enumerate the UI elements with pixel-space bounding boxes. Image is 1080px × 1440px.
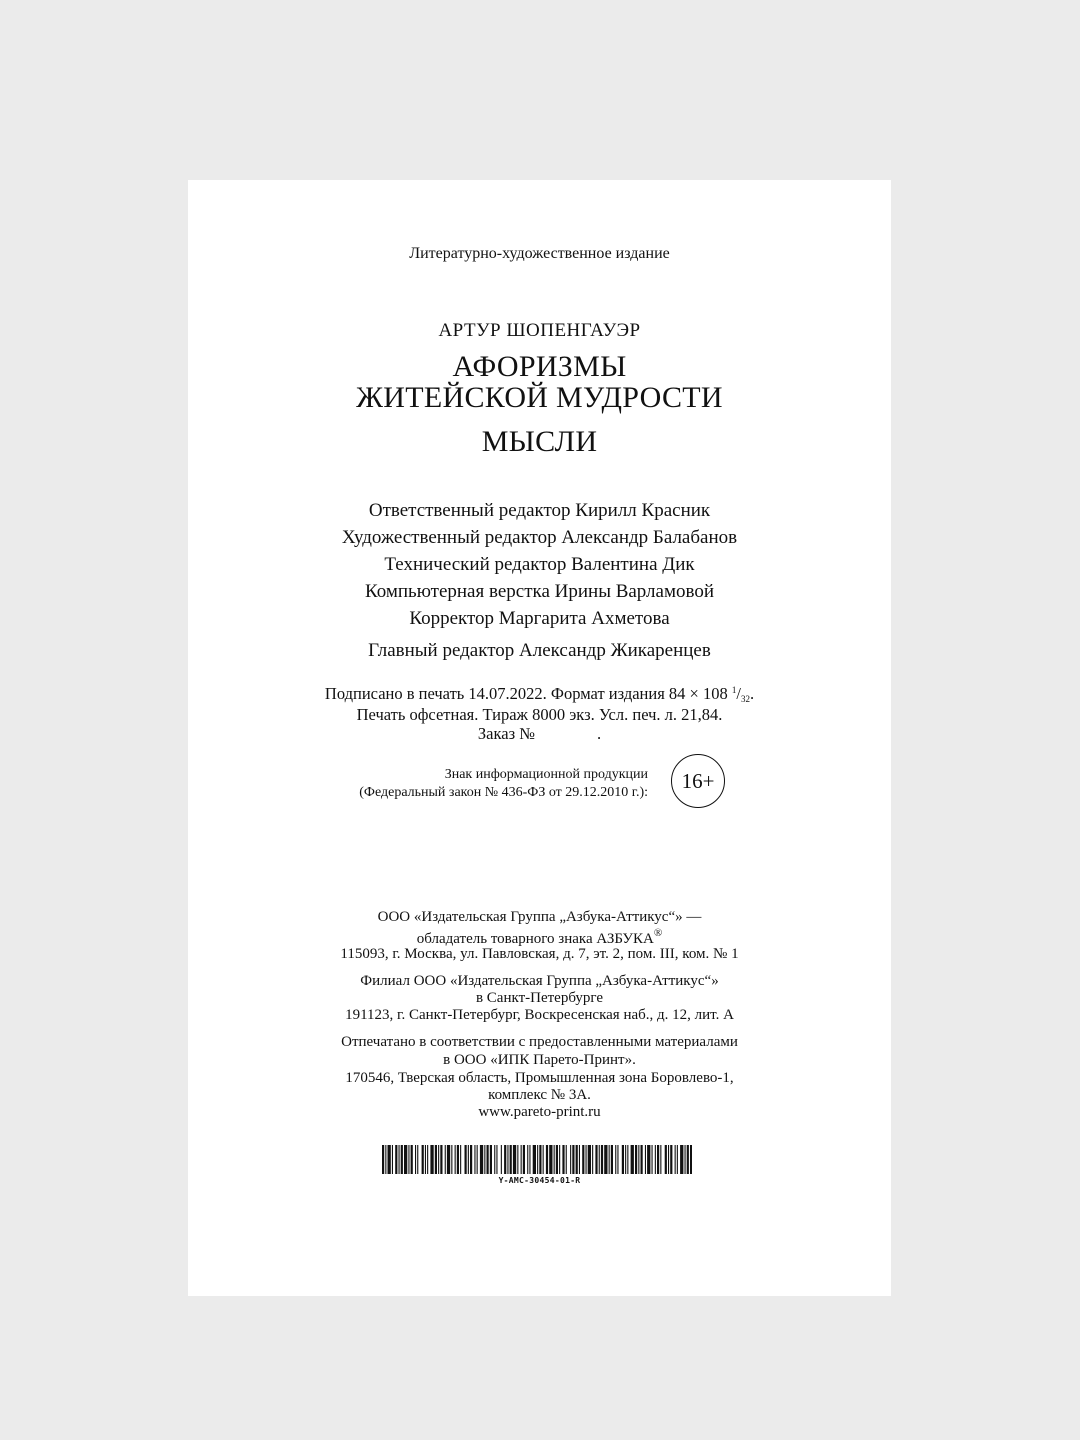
format-denominator: 32 xyxy=(740,694,750,704)
format-slash: / xyxy=(736,684,741,703)
barcode-bar xyxy=(468,1145,469,1174)
barcode-bar xyxy=(399,1145,400,1174)
barcode-bar xyxy=(382,1145,384,1174)
barcode-bar xyxy=(595,1145,597,1174)
barcode-bar xyxy=(670,1145,672,1174)
barcode-bar xyxy=(562,1145,564,1174)
barcode-bar xyxy=(496,1145,497,1174)
barcode-bar xyxy=(501,1145,502,1174)
barcode-bar xyxy=(430,1145,433,1174)
barcode-bar xyxy=(539,1145,541,1174)
barcode-bar xyxy=(455,1145,456,1174)
barcode-bar xyxy=(470,1145,472,1174)
barcode-bar xyxy=(652,1145,653,1174)
barcode-bar xyxy=(529,1145,530,1174)
barcode-bar xyxy=(504,1145,506,1174)
barcode-bar xyxy=(527,1145,528,1174)
barcode-bar xyxy=(665,1145,667,1174)
barcode-bar xyxy=(554,1145,555,1174)
printer-website: www.pareto-print.ru xyxy=(478,1104,601,1120)
barcode-bar xyxy=(521,1145,522,1174)
barcode-bar xyxy=(408,1145,409,1174)
barcode-bar xyxy=(579,1145,580,1174)
publisher-line-2 xyxy=(188,928,891,947)
author-name: АРТУР ШОПЕНГАУЭР xyxy=(438,320,641,341)
barcode-bar xyxy=(435,1145,437,1174)
branch-address-spb: 191123, г. Санкт-Петербург, Воскресенская наб., д. 12, лит. А xyxy=(345,1007,734,1023)
barcode-bar xyxy=(392,1145,393,1174)
trademark-owner: обладатель товарного знака АЗБУКА xyxy=(416,931,654,947)
barcode-bar xyxy=(447,1145,450,1174)
order-end: . xyxy=(596,724,602,743)
staff-layout: Компьютерная верстка Ирины Варламовой xyxy=(364,581,715,602)
barcode-bar xyxy=(599,1145,600,1174)
barcode-bar xyxy=(677,1145,678,1174)
barcode-bar xyxy=(533,1145,536,1174)
barcode-bar xyxy=(404,1145,407,1174)
barcode-bar xyxy=(641,1145,643,1174)
barcode-bar xyxy=(427,1145,428,1174)
print-order-line xyxy=(188,726,891,743)
order-label: Заказ № xyxy=(477,724,535,743)
book-title-line-2: ЖИТЕЙСКОЙ МУДРОСТИ xyxy=(356,381,723,414)
barcode-code: Y-AMC-30454-01-R xyxy=(498,1176,581,1185)
barcode-bar xyxy=(638,1145,639,1174)
barcode-bar xyxy=(480,1145,483,1174)
barcode-bar xyxy=(690,1145,692,1174)
barcode-bar xyxy=(617,1145,618,1174)
barcode-bar xyxy=(611,1145,613,1174)
info-mark-line-2: (Федеральный закон № 436-ФЗ от 29.12.2010 г.): xyxy=(359,785,648,800)
barcode-bar xyxy=(487,1145,489,1174)
barcode-bar xyxy=(622,1145,624,1174)
print-line1-end: . xyxy=(749,684,755,703)
staff-art-editor: Художественный редактор Александр Балабанов xyxy=(341,527,738,548)
barcode-bar xyxy=(517,1145,518,1174)
barcode-bar xyxy=(556,1145,558,1174)
info-product-mark xyxy=(348,766,648,802)
barcode-bar xyxy=(451,1145,452,1174)
barcode-bar xyxy=(507,1145,508,1174)
barcode-bar xyxy=(668,1145,669,1174)
barcode-bar xyxy=(457,1145,459,1174)
barcode-bar xyxy=(592,1145,593,1174)
barcode-bar xyxy=(576,1145,578,1174)
barcode-bar xyxy=(417,1145,418,1174)
barcode-bar xyxy=(609,1145,610,1174)
edition-type: Литературно-художественное издание xyxy=(409,245,670,262)
staff-chief-editor: Главный редактор Александр Жикаренцев xyxy=(368,640,711,661)
publisher-line-1: ООО «Издательская Группа „Азбука-Аттикус“» — xyxy=(377,909,702,925)
barcode-bar xyxy=(615,1145,616,1174)
barcode-bar xyxy=(675,1145,676,1174)
barcode-bar xyxy=(425,1145,426,1174)
barcode-bar xyxy=(685,1145,686,1174)
barcode-bar xyxy=(655,1145,656,1174)
staff-responsible-editor: Ответственный редактор Кирилл Красник xyxy=(368,500,711,521)
book-title-line-1: АФОРИЗМЫ xyxy=(452,350,627,383)
format-numerator: 1 xyxy=(731,685,737,695)
age-rating-badge: 16+ xyxy=(671,754,725,808)
barcode-bar xyxy=(566,1145,567,1174)
barcode-bar xyxy=(680,1145,683,1174)
barcode-bar xyxy=(401,1145,403,1174)
barcode-bar xyxy=(445,1145,446,1174)
book-title-line-3: МЫСЛИ xyxy=(481,425,598,458)
print-signed-format: Подписано в печать 14.07.2022. Формат издания 84 × 108 xyxy=(324,684,728,703)
barcode-bar xyxy=(543,1145,544,1174)
print-info-line-2: Печать офсетная. Тираж 8000 экз. Усл. печ. л. 21,84. xyxy=(356,705,723,724)
barcode-bar xyxy=(388,1145,391,1174)
barcode-bar xyxy=(440,1145,442,1174)
barcode-bar xyxy=(411,1145,413,1174)
branch-line-1: Филиал ООО «Издательская Группа „Азбука-Аттикус“» xyxy=(360,973,719,989)
document-page xyxy=(188,180,891,1296)
barcode-bar xyxy=(395,1145,397,1174)
barcode-bar xyxy=(657,1145,659,1174)
barcode-bar xyxy=(477,1145,478,1174)
barcode-bar xyxy=(438,1145,439,1174)
barcode-bar xyxy=(385,1145,386,1174)
barcode-bar xyxy=(635,1145,637,1174)
barcode-bar xyxy=(484,1145,485,1174)
barcode-bar xyxy=(559,1145,560,1174)
format-fraction xyxy=(732,684,750,703)
printer-address: 170546, Тверская область, Промышленная зона Боровлево-1, xyxy=(345,1070,734,1086)
barcode-bar xyxy=(601,1145,603,1174)
barcode-bar xyxy=(645,1145,646,1174)
barcode-bar xyxy=(687,1145,689,1174)
barcode-bar xyxy=(523,1145,525,1174)
barcode-bar xyxy=(415,1145,416,1174)
barcode-bar xyxy=(631,1145,634,1174)
barcode-bar xyxy=(510,1145,512,1174)
barcode-bar xyxy=(625,1145,626,1174)
printer-complex: комплекс № 3А. xyxy=(488,1087,591,1103)
barcode-bar xyxy=(572,1145,574,1174)
barcode-bar xyxy=(549,1145,552,1174)
branch-line-2: в Санкт-Петербурге xyxy=(475,990,604,1006)
barcode-bar xyxy=(422,1145,424,1174)
barcode-bar xyxy=(604,1145,607,1174)
barcode-bar xyxy=(588,1145,591,1174)
barcode-bar xyxy=(537,1145,538,1174)
barcode-bar xyxy=(586,1145,587,1174)
barcode-bar xyxy=(647,1145,650,1174)
barcode-bar xyxy=(465,1145,467,1174)
print-info-line-1 xyxy=(188,686,891,704)
barcode-bar xyxy=(460,1145,461,1174)
staff-proofreader: Корректор Маргарита Ахметова xyxy=(409,608,670,629)
staff-technical-editor: Технический редактор Валентина Дик xyxy=(384,554,695,575)
barcode-bar xyxy=(582,1145,584,1174)
barcode-icon xyxy=(382,1145,692,1174)
barcode-bar xyxy=(513,1145,516,1174)
printer-line-2: в ООО «ИПК Парето-Принт». xyxy=(443,1052,636,1068)
barcode-bar xyxy=(490,1145,492,1174)
barcode-bar xyxy=(474,1145,475,1174)
registered-mark: ® xyxy=(653,927,663,939)
barcode-bar xyxy=(494,1145,495,1174)
barcode-bar xyxy=(546,1145,548,1174)
info-mark-line-1: Знак информационной продукции xyxy=(444,767,648,782)
barcode-bar xyxy=(570,1145,571,1174)
barcode-bar xyxy=(627,1145,628,1174)
barcode-bar xyxy=(660,1145,661,1174)
printer-line-1: Отпечатано в соответствии с предоставленными материалами xyxy=(341,1034,738,1050)
publisher-address-moscow: 115093, г. Москва, ул. Павловская, д. 7, эт. 2, пом. III, ком. № 1 xyxy=(340,946,739,962)
